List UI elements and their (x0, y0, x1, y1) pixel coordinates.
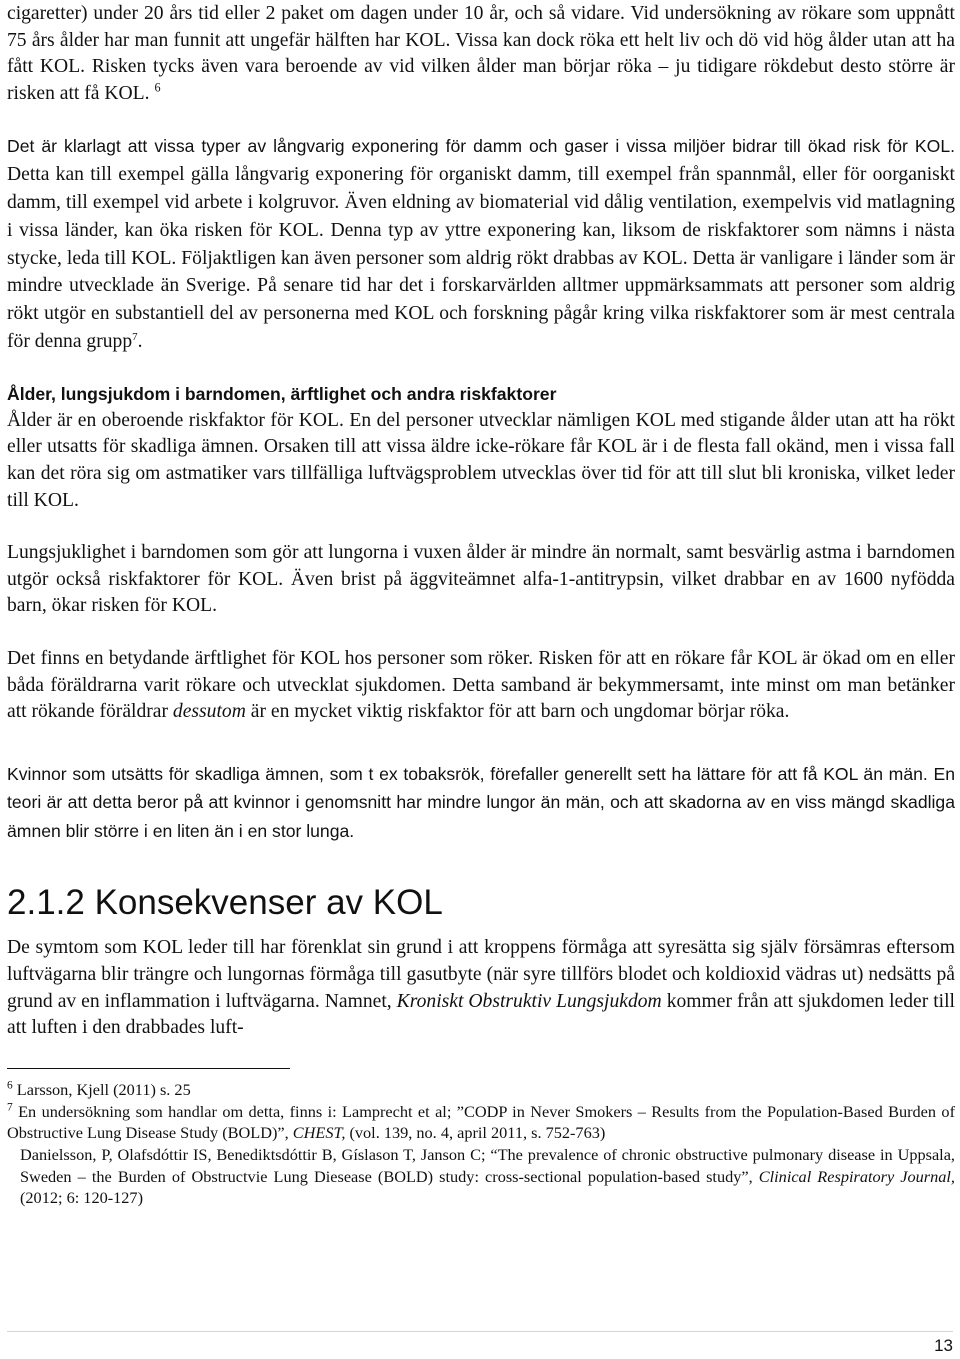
women-paragraph: Kvinnor som utsätts för skadliga ämnen, som t ex tobaksrök, förefaller generellt sett ha lättare för att få KOL än män. En teori är att detta beror på att kvinnor i genomsnitt har mindre lungor än män, och att skadorna av en viss mängd skadliga ämnen blir större i en liten än i en stor lunga. (7, 763, 955, 841)
age-paragraph: Ålder är en oberoende riskfaktor för KOL. En del personer utvecklar nämligen KOL med stigande ålder utan att ha rökt eller utsatts för skadliga ämnen. Orsaken till att vissa äldre icke-rökare får KOL är i de flesta fall okänd, men i vissa fall kan det röra sig om astmatiker vars tillfälliga luftvägsproblem utvecklas över tid för att till slut bli kroniska, vilket leder till KOL. (7, 409, 955, 511)
document-page (7, 0, 955, 1209)
footnote-7: $^7$ En undersökning som handlar om detta, finns i: Lamprecht et al; ”CODP in Never Smokers – Results from the Population-Based Burden of Obstructive Lung Disease Study (BOLD)”, CHEST, (vol. 139, no. 4, april 2011, s. 752-763) (7, 1101, 955, 1143)
page-bottom-rule (7, 1331, 953, 1332)
exposure-paragraph: Det är klarlagt att vissa typer av långvarig exponering för damm och gaser i vissa miljöer bidrar till ökad risk för KOL. Detta kan till exempel gälla långvarig exponering för organiskt damm, till exempel från spannmål, eller för oorganiskt damm, till exempel vid arbete i kolgruvor. Även eldning av biomaterial vid dålig ventilation, exempelvis vid matlagning i vissa länder, kan öka risken för KOL. Denna typ av yttre exponering kan, liksom de riskfaktorer som nämns i nästa stycke, leda till KOL. Följaktligen kan även personer som aldrig rökt drabbas av KOL. Detta är vanligare i länder som är mindre utvecklade än Sverige. På senare tid har det i forskarvärlden alltmer uppmärksammats att personer som aldrig rökt utgör en substantiell del av personerna med KOL och forskning pågår kring vilka riskfaktorer som är mest centrala för denna grupp$^7$. (7, 136, 955, 352)
childhood-paragraph: Lungsjuklighet i barndomen som gör att lungorna i vuxen ålder är mindre än normalt, samt besvärlig astma i barndomen utgör också riskfaktorer för KOL. Även brist på äggviteämnet alfa-1-antitrypsin, vilket drabbar en av 1600 nyfödda barn, ökar risken för KOL. (7, 542, 955, 617)
footnote-ref-6[interactable]: 6 (154, 80, 161, 95)
consequences-paragraph: De symtom som KOL leder till har förenklat sin grund i att kroppens förmåga att syresätta sig själv försämras eftersom luftvägarna blir trängre och lungornas förmåga till gasutbyte (när syre tillförs blodet och koldioxid vädras ut) nedsätts på grund av en inflammation i luftvägarna. Namnet, Kroniskt Obstruktiv Lungsjukdom kommer från att sjukdomen leder till att luften i den drabbades luft- (7, 937, 955, 1039)
page-number: 13 (934, 1336, 953, 1355)
risk-section-heading: Ålder, lungsjukdom i barndomen, ärftlighet och andra riskfaktorer (7, 383, 557, 404)
heredity-paragraph: Det finns en betydande ärftlighet för KOL hos personer som röker. Risken för att en rökare får KOL är ökad om en eller båda föräldrarna varit rökare och utvecklat sjukdomen. Detta samband är bekymmersamt, inte minst om man betänker att rökande föräldrar dessutom är en mycket viktig riskfaktor för att barn och ungdomar börjar röka. (7, 647, 955, 723)
footnote-6: $^6$ Larsson, Kjell (2011) s. 25 (7, 1079, 191, 1099)
consequences-heading: 2.1.2 Konsekvenser av KOL (7, 883, 443, 923)
intro-paragraph: cigaretter) under 20 års tid eller 2 paket om dagen under 10 år, och så vidare. Vid undersökning av rökare som uppnått 75 års ålder har man funnit att ungefär hälften har KOL. Vissa kan dock röka ett helt liv och dö vid hög ålder utan att ha fått KOL. Risken tycks även vara beroende av vid vilken ålder man börjar röka – ju tidigare rökdebut desto större är risken att få KOL. $^6$ (7, 3, 955, 104)
footnote-ref-7[interactable]: 7 (132, 331, 138, 344)
footnote-7-continued: Danielsson, P, Olafsdóttir IS, Benediktsdóttir B, Gíslason T, Janson C; “The prevalence of chronic obstructive pulmonary disease in Uppsala, Sweden – the Burden of Obstructvie Lung Diesease (BOLD) study: cross-sectional population-based study”, Clinical Respiratory Journal, (2012; 6: 120-127) (20, 1144, 955, 1208)
footnote-separator (7, 1068, 290, 1069)
